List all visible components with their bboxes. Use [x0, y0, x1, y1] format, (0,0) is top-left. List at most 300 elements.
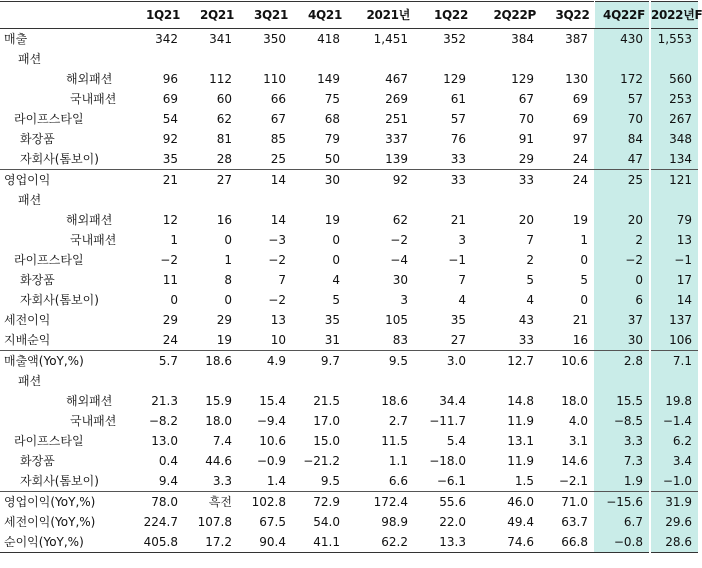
value-cell: 19: [324, 213, 340, 227]
row-label: 화장품: [20, 273, 55, 287]
value-cell: 35: [324, 313, 340, 327]
table-row: [0, 391, 698, 411]
value-cell: 267: [650, 109, 698, 129]
value-cell: 3: [458, 233, 466, 247]
value-cell: [346, 190, 414, 210]
table-row: [0, 190, 698, 210]
value-cell: 16: [216, 213, 232, 227]
value-cell: 74.6: [472, 532, 540, 553]
value-cell: 9.4: [158, 474, 178, 488]
value-cell: −0.9: [256, 454, 286, 468]
value-cell: 60: [216, 92, 232, 106]
value-cell: 19.8: [650, 391, 698, 411]
value-cell: 7: [526, 233, 534, 247]
value-cell: 253: [650, 89, 698, 109]
value-cell: −3: [268, 233, 286, 247]
value-cell: 7: [458, 273, 466, 287]
value-cell: [346, 49, 414, 69]
value-cell: 7: [278, 273, 286, 287]
table-row: [0, 310, 698, 330]
value-cell: 68: [324, 112, 340, 126]
value-cell: 33: [518, 333, 534, 347]
value-cell: 54: [162, 112, 178, 126]
value-cell: 342: [126, 29, 184, 50]
value-cell: 1: [224, 253, 232, 267]
value-cell: 62: [392, 213, 408, 227]
value-cell: 0: [224, 293, 232, 307]
value-cell: 33: [450, 152, 466, 166]
row-label: 세전이익(YoY,%): [4, 515, 96, 529]
value-cell: 29.6: [650, 512, 698, 532]
row-label: 화장품: [20, 454, 55, 468]
value-cell: 37: [594, 310, 650, 330]
value-cell: 3.0: [414, 351, 472, 372]
value-cell: 139: [385, 152, 408, 166]
table-row: [0, 129, 698, 149]
value-cell: 44.6: [205, 454, 232, 468]
value-cell: 251: [385, 112, 408, 126]
value-cell: 1.9: [594, 471, 650, 492]
value-cell: 92: [162, 132, 178, 146]
value-cell: 30: [392, 273, 408, 287]
value-cell: 129: [443, 72, 466, 86]
value-cell: 337: [385, 132, 408, 146]
value-cell: 41.1: [292, 532, 346, 553]
value-cell: −21.2: [303, 454, 340, 468]
value-cell: 20: [594, 210, 650, 230]
value-cell: [238, 190, 292, 210]
value-cell: 61: [450, 92, 466, 106]
table-header-row: [0, 2, 698, 29]
value-cell: 2.7: [388, 414, 408, 428]
value-cell: 130: [565, 72, 588, 86]
value-cell: 0: [332, 233, 340, 247]
row-label: 지배순익: [4, 333, 51, 347]
value-cell: 70: [518, 112, 534, 126]
value-cell: 90.4: [238, 532, 292, 553]
value-cell: 112: [209, 72, 232, 86]
value-cell: 63.7: [561, 515, 588, 529]
table-row: [0, 270, 698, 290]
value-cell: 21.3: [151, 394, 178, 408]
value-cell: −8.2: [148, 414, 178, 428]
value-cell: 2.8: [594, 351, 650, 372]
value-cell: 49.4: [507, 515, 534, 529]
value-cell: 46.0: [472, 492, 540, 513]
value-cell: 96: [162, 72, 178, 86]
row-label: 매출: [0, 29, 126, 50]
table-row: [0, 471, 698, 492]
value-cell: 3.3: [594, 431, 650, 451]
value-cell: 11.5: [381, 434, 408, 448]
value-cell: 105: [385, 313, 408, 327]
value-cell: [414, 49, 472, 69]
value-cell: 75: [324, 92, 340, 106]
value-cell: 10.6: [540, 351, 594, 372]
row-label: 화장품: [20, 132, 55, 146]
value-cell: 9.5: [346, 351, 414, 372]
value-cell: 560: [650, 69, 698, 89]
value-cell: 0.4: [158, 454, 178, 468]
value-cell: 2: [526, 253, 534, 267]
value-cell: 69: [572, 112, 588, 126]
value-cell: 76: [450, 132, 466, 146]
value-cell: 66.8: [540, 532, 594, 553]
value-cell: [472, 49, 540, 69]
value-cell: 17.2: [184, 532, 238, 553]
value-cell: −6.1: [436, 474, 466, 488]
value-cell: −15.6: [594, 492, 650, 513]
value-cell: [414, 371, 472, 391]
value-cell: [540, 49, 594, 69]
value-cell: −2: [594, 250, 650, 270]
table-row: [0, 512, 698, 532]
table-row: [0, 290, 698, 310]
value-cell: 25: [270, 152, 286, 166]
value-cell: 418: [292, 29, 346, 50]
value-cell: 106: [650, 330, 698, 351]
value-cell: −1: [448, 253, 466, 267]
value-cell: 17.0: [313, 414, 340, 428]
value-cell: 84: [594, 129, 650, 149]
value-cell: 0: [594, 270, 650, 290]
value-cell: 18.0: [205, 414, 232, 428]
value-cell: −9.4: [256, 414, 286, 428]
value-cell: 4: [458, 293, 466, 307]
column-header: 2021년: [346, 2, 414, 29]
value-cell: 5.4: [446, 434, 466, 448]
value-cell: 91: [518, 132, 534, 146]
value-cell: 0: [170, 293, 178, 307]
value-cell: 15.4: [259, 394, 286, 408]
value-cell: 14: [270, 213, 286, 227]
value-cell: 12: [162, 213, 178, 227]
value-cell: 4.9: [238, 351, 292, 372]
value-cell: [292, 190, 346, 210]
row-label: 라이프스타일: [14, 434, 84, 448]
row-label: 매출액(YoY,%): [0, 351, 126, 372]
value-cell: 18.6: [381, 394, 408, 408]
value-cell: 71.0: [540, 492, 594, 513]
value-cell: 3.1: [568, 434, 588, 448]
value-cell: 348: [650, 129, 698, 149]
value-cell: 107.8: [197, 515, 232, 529]
value-cell: 22.0: [439, 515, 466, 529]
value-cell: 6.7: [594, 512, 650, 532]
row-label: 해외패션: [66, 72, 113, 86]
value-cell: 224.7: [143, 515, 178, 529]
value-cell: 1: [170, 233, 178, 247]
row-label: 순이익(YoY,%): [0, 532, 126, 553]
value-cell: 110: [263, 72, 286, 86]
value-cell: 62: [216, 112, 232, 126]
value-cell: 12.7: [472, 351, 540, 372]
value-cell: 14: [650, 290, 698, 310]
value-cell: 5: [332, 293, 340, 307]
value-cell: 16: [572, 333, 588, 347]
value-cell: 14.8: [507, 394, 534, 408]
value-cell: 34.4: [439, 394, 466, 408]
column-header: 4Q21: [292, 2, 346, 29]
value-cell: 4: [332, 273, 340, 287]
table-row: [0, 431, 698, 451]
value-cell: 28: [216, 152, 232, 166]
value-cell: 134: [650, 149, 698, 170]
value-cell: 430: [594, 29, 650, 50]
value-cell: 18.6: [184, 351, 238, 372]
value-cell: 9.7: [292, 351, 346, 372]
value-cell: [346, 371, 414, 391]
row-label: 국내패션: [70, 233, 117, 247]
table-row: [0, 451, 698, 471]
column-header: 3Q21: [238, 2, 292, 29]
row-label: 라이프스타일: [14, 253, 84, 267]
value-cell: 21: [572, 313, 588, 327]
column-header: 3Q22: [540, 2, 594, 29]
value-cell: [594, 49, 650, 69]
value-cell: −18.0: [429, 454, 466, 468]
value-cell: [414, 190, 472, 210]
value-cell: 19: [572, 213, 588, 227]
value-cell: [540, 190, 594, 210]
value-cell: [238, 49, 292, 69]
value-cell: 62.2: [346, 532, 414, 553]
value-cell: 11.9: [507, 454, 534, 468]
value-cell: 30: [292, 170, 346, 191]
value-cell: 172.4: [346, 492, 414, 513]
value-cell: 21: [450, 213, 466, 227]
value-cell: 129: [511, 72, 534, 86]
value-cell: 17: [650, 270, 698, 290]
value-cell: −2: [268, 253, 286, 267]
value-cell: [650, 190, 698, 210]
value-cell: 97: [572, 132, 588, 146]
value-cell: 137: [650, 310, 698, 330]
value-cell: 83: [392, 333, 408, 347]
value-cell: 352: [414, 29, 472, 50]
value-cell: [540, 371, 594, 391]
value-cell: 11.9: [507, 414, 534, 428]
value-cell: 5: [580, 273, 588, 287]
value-cell: 79: [324, 132, 340, 146]
column-header: 4Q22F: [594, 2, 650, 29]
table-row: [0, 210, 698, 230]
value-cell: −2: [160, 253, 178, 267]
value-cell: [184, 190, 238, 210]
value-cell: [594, 371, 650, 391]
table-row: [0, 351, 698, 372]
table-row: [0, 492, 698, 513]
row-label: 패션: [18, 52, 42, 66]
value-cell: [126, 371, 184, 391]
value-cell: 1.1: [388, 454, 408, 468]
financial-table: [0, 1, 702, 553]
value-cell: −8.5: [594, 411, 650, 431]
value-cell: 14: [238, 170, 292, 191]
value-cell: 467: [385, 72, 408, 86]
value-cell: 57: [594, 89, 650, 109]
value-cell: 33: [414, 170, 472, 191]
value-cell: 341: [184, 29, 238, 50]
value-cell: 269: [385, 92, 408, 106]
table-row: [0, 371, 698, 391]
value-cell: 79: [650, 210, 698, 230]
row-label: 라이프스타일: [14, 112, 84, 126]
value-cell: −1: [650, 250, 698, 270]
value-cell: 15.0: [313, 434, 340, 448]
value-cell: 0: [332, 253, 340, 267]
value-cell: −4: [390, 253, 408, 267]
value-cell: 3.4: [650, 451, 698, 471]
column-header: 1Q21: [126, 2, 184, 29]
value-cell: 28.6: [650, 532, 698, 553]
table-row: [0, 170, 698, 191]
value-cell: 13: [270, 313, 286, 327]
value-cell: 11: [162, 273, 178, 287]
value-cell: 98.9: [381, 515, 408, 529]
value-cell: 54.0: [313, 515, 340, 529]
table-row: [0, 411, 698, 431]
value-cell: 387: [540, 29, 594, 50]
column-header: 2Q22P: [472, 2, 540, 29]
table-row: [0, 149, 698, 170]
value-cell: [472, 190, 540, 210]
value-cell: 19: [216, 333, 232, 347]
table-row: [0, 532, 698, 553]
value-cell: 24: [540, 170, 594, 191]
value-cell: −2: [390, 233, 408, 247]
value-cell: 24: [162, 333, 178, 347]
table-row: [0, 330, 698, 351]
value-cell: 1.5: [514, 474, 534, 488]
value-cell: 21: [126, 170, 184, 191]
value-cell: 6.2: [650, 431, 698, 451]
value-cell: 20: [518, 213, 534, 227]
value-cell: 121: [650, 170, 698, 191]
table-row: [0, 49, 698, 69]
header-label-cell: [0, 2, 126, 29]
value-cell: 14.6: [561, 454, 588, 468]
value-cell: 13.3: [414, 532, 472, 553]
value-cell: 3: [400, 293, 408, 307]
value-cell: [292, 371, 346, 391]
row-label: 영업이익(YoY,%): [0, 492, 126, 513]
value-cell: 69: [572, 92, 588, 106]
value-cell: 350: [238, 29, 292, 50]
value-cell: 67: [270, 112, 286, 126]
value-cell: 172: [594, 69, 650, 89]
value-cell: 85: [270, 132, 286, 146]
table-row: [0, 250, 698, 270]
value-cell: 72.9: [292, 492, 346, 513]
row-label: 해외패션: [66, 213, 113, 227]
value-cell: 29: [216, 313, 232, 327]
value-cell: 1.4: [266, 474, 286, 488]
value-cell: 149: [317, 72, 340, 86]
value-cell: [238, 371, 292, 391]
row-label: 자회사(톰보이): [20, 152, 99, 166]
value-cell: −11.7: [429, 414, 466, 428]
table-row: [0, 29, 698, 50]
value-cell: 21.5: [313, 394, 340, 408]
value-cell: 6.6: [388, 474, 408, 488]
value-cell: 31.9: [650, 492, 698, 513]
value-cell: 7.3: [594, 451, 650, 471]
value-cell: 35: [162, 152, 178, 166]
value-cell: 57: [450, 112, 466, 126]
value-cell: 67.5: [259, 515, 286, 529]
value-cell: 0: [580, 293, 588, 307]
value-cell: 69: [162, 92, 178, 106]
value-cell: [126, 49, 184, 69]
value-cell: 35: [450, 313, 466, 327]
value-cell: 1: [580, 233, 588, 247]
value-cell: 66: [270, 92, 286, 106]
value-cell: 1,451: [346, 29, 414, 50]
value-cell: 3.3: [212, 474, 232, 488]
value-cell: 31: [324, 333, 340, 347]
table-row: [0, 89, 698, 109]
value-cell: 13: [650, 230, 698, 250]
row-label: 영업이익: [0, 170, 126, 191]
value-cell: 81: [216, 132, 232, 146]
value-cell: 8: [224, 273, 232, 287]
column-header: 1Q22: [414, 2, 472, 29]
value-cell: 47: [594, 149, 650, 170]
row-label: 세전이익: [4, 313, 51, 327]
value-cell: 70: [594, 109, 650, 129]
value-cell: [472, 371, 540, 391]
table-row: [0, 69, 698, 89]
value-cell: 67: [518, 92, 534, 106]
value-cell: 29: [518, 152, 534, 166]
row-label: 패션: [18, 374, 42, 388]
value-cell: [184, 371, 238, 391]
value-cell: −2.1: [558, 474, 588, 488]
value-cell: −1.0: [650, 471, 698, 492]
value-cell: [650, 371, 698, 391]
value-cell: 43: [518, 313, 534, 327]
value-cell: 5: [526, 273, 534, 287]
value-cell: 0: [224, 233, 232, 247]
value-cell: 55.6: [414, 492, 472, 513]
value-cell: 10: [270, 333, 286, 347]
column-header: 2022년F: [650, 2, 698, 29]
value-cell: 27: [450, 333, 466, 347]
value-cell: 4.0: [568, 414, 588, 428]
value-cell: [126, 190, 184, 210]
value-cell: 15.9: [205, 394, 232, 408]
value-cell: [184, 49, 238, 69]
value-cell: 405.8: [126, 532, 184, 553]
table-row: [0, 230, 698, 250]
value-cell: 13.0: [151, 434, 178, 448]
row-label: 패션: [18, 193, 42, 207]
value-cell: 0: [580, 253, 588, 267]
value-cell: −2: [268, 293, 286, 307]
value-cell: 25: [594, 170, 650, 191]
value-cell: 102.8: [238, 492, 292, 513]
value-cell: 1,553: [650, 29, 698, 50]
row-label: 자회사(톰보이): [20, 474, 99, 488]
value-cell: 29: [162, 313, 178, 327]
value-cell: 78.0: [126, 492, 184, 513]
value-cell: 7.1: [650, 351, 698, 372]
row-label: 자회사(톰보이): [20, 293, 99, 307]
table-body: [0, 29, 698, 553]
value-cell: 10.6: [259, 434, 286, 448]
value-cell: 9.5: [320, 474, 340, 488]
